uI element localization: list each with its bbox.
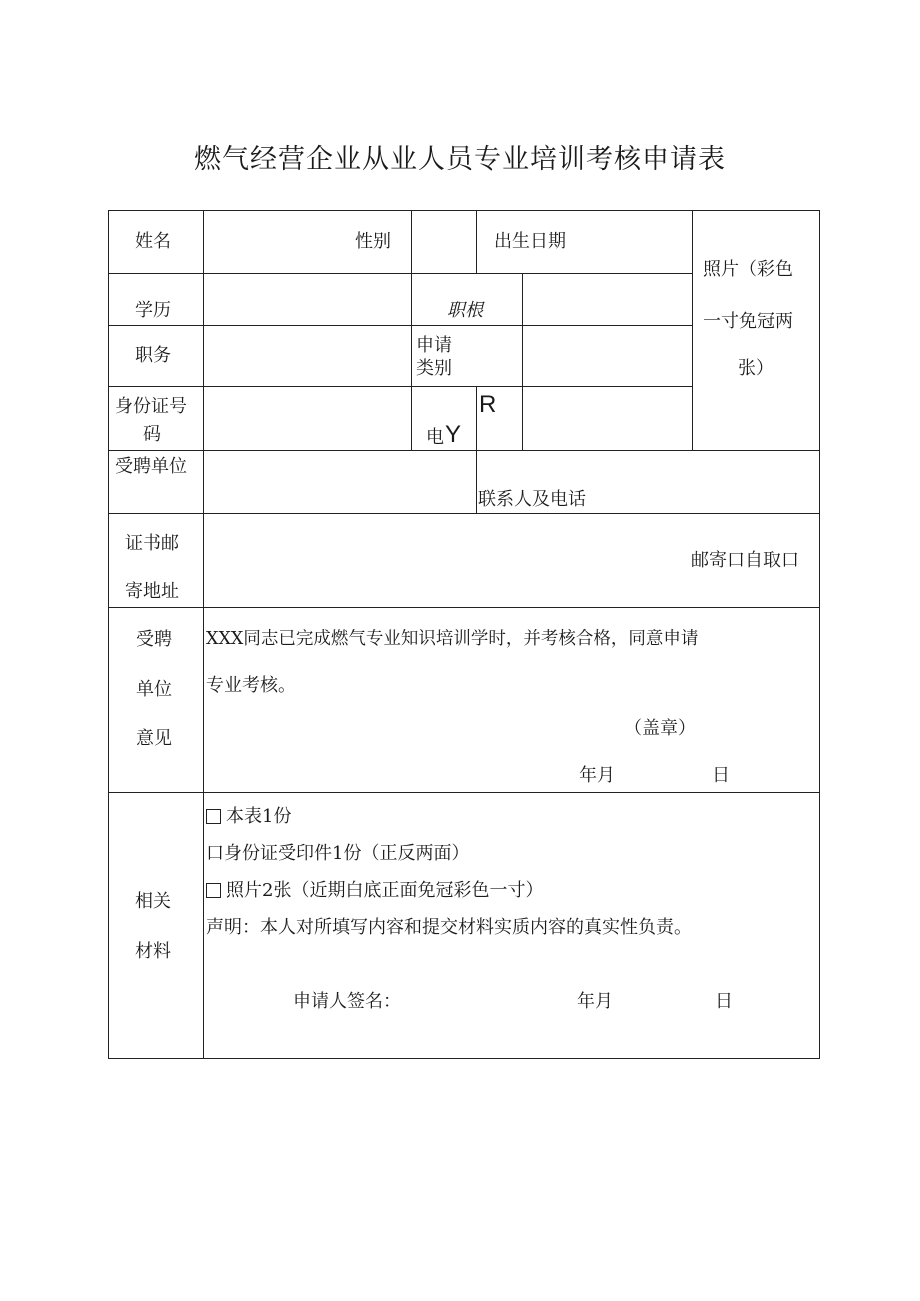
applicant-signature-label: 申请人签名：: [293, 991, 401, 1012]
signature-day: 日: [715, 991, 733, 1012]
mail-address-label-line1: 证书邮: [125, 533, 179, 554]
photo-column-divider: [692, 210, 693, 450]
photo-label-line2: 一寸免冠两: [703, 311, 793, 332]
form-copy-checkbox[interactable]: [206, 809, 221, 824]
id-number-label-line2: 码: [143, 424, 161, 445]
delivery-options: 邮寄口自取口: [691, 550, 799, 571]
phone-label-r: R: [479, 391, 497, 418]
table-border-top: [108, 210, 820, 211]
education-label: 学历: [135, 300, 171, 321]
apply-type-label-line1: 申请: [416, 335, 452, 356]
title-rank-label: 职根: [447, 300, 483, 321]
employer-contact-divider: [476, 450, 477, 513]
opinion-day: 日: [712, 765, 730, 786]
photos-text: 照片2张（近期白底正面免冠彩色一寸）: [226, 880, 544, 901]
table-border-left: [108, 210, 109, 1059]
photo-label-line1: 照片（彩色: [703, 259, 793, 280]
gender-label: 性别: [355, 231, 391, 252]
opinion-year-month: 年月: [579, 765, 615, 786]
opinion-text-line1: XXX同志已完成燃气专业知识培训学时，并考核合格，同意申请: [206, 629, 699, 649]
form-copy-text: 本表1份: [226, 806, 292, 827]
materials-label-line1: 相关: [135, 891, 171, 912]
row-divider-4: [108, 450, 820, 451]
phone-label-divider: [476, 386, 477, 450]
material-item-id-copy: 口身份证受印件1份（正反两面）: [206, 843, 470, 864]
position-label: 职务: [135, 345, 171, 366]
phone-label-y: Y: [445, 421, 462, 448]
mid-column-divider: [411, 273, 412, 450]
photos-checkbox[interactable]: [206, 883, 221, 898]
employer-label: 受聘单位: [115, 456, 187, 477]
gender-value-left-divider: [411, 210, 412, 273]
row-divider-1: [108, 273, 693, 274]
row-divider-2: [108, 325, 693, 326]
name-label: 姓名: [135, 231, 171, 252]
materials-label-line2: 材料: [135, 941, 171, 962]
right-value-divider: [522, 273, 523, 450]
form-title: 燃气经营企业从业人员专业培训考核申请表: [194, 144, 726, 175]
row-divider-3: [108, 386, 693, 387]
table-border-bottom: [108, 1058, 820, 1059]
row-divider-6: [108, 607, 820, 608]
seal-text: （盖章）: [624, 718, 696, 739]
apply-type-label-line2: 类别: [416, 358, 452, 379]
declaration-text: 声明：本人对所填写内容和提交材料实质内容的真实性负责。: [206, 917, 692, 938]
phone-label-prefix: 电: [426, 427, 444, 448]
table-border-right: [819, 210, 820, 1059]
opinion-label-line1: 受聘: [136, 629, 172, 650]
photo-label-line3: 张）: [738, 358, 774, 379]
opinion-label-line3: 意见: [136, 728, 172, 749]
signature-year-month: 年月: [577, 991, 613, 1012]
id-number-label-line1: 身份证号: [115, 396, 187, 417]
mail-address-label-line2: 寄地址: [125, 581, 179, 602]
label-column-divider: [203, 210, 204, 1059]
opinion-text-line2: 专业考核。: [206, 675, 296, 696]
gender-value-right-divider: [476, 210, 477, 273]
row-divider-5: [108, 513, 820, 514]
birth-date-label: 出生日期: [494, 231, 566, 252]
row-divider-7: [108, 792, 820, 793]
opinion-label-line2: 单位: [136, 679, 172, 700]
contact-label: 联系人及电话: [478, 489, 586, 510]
